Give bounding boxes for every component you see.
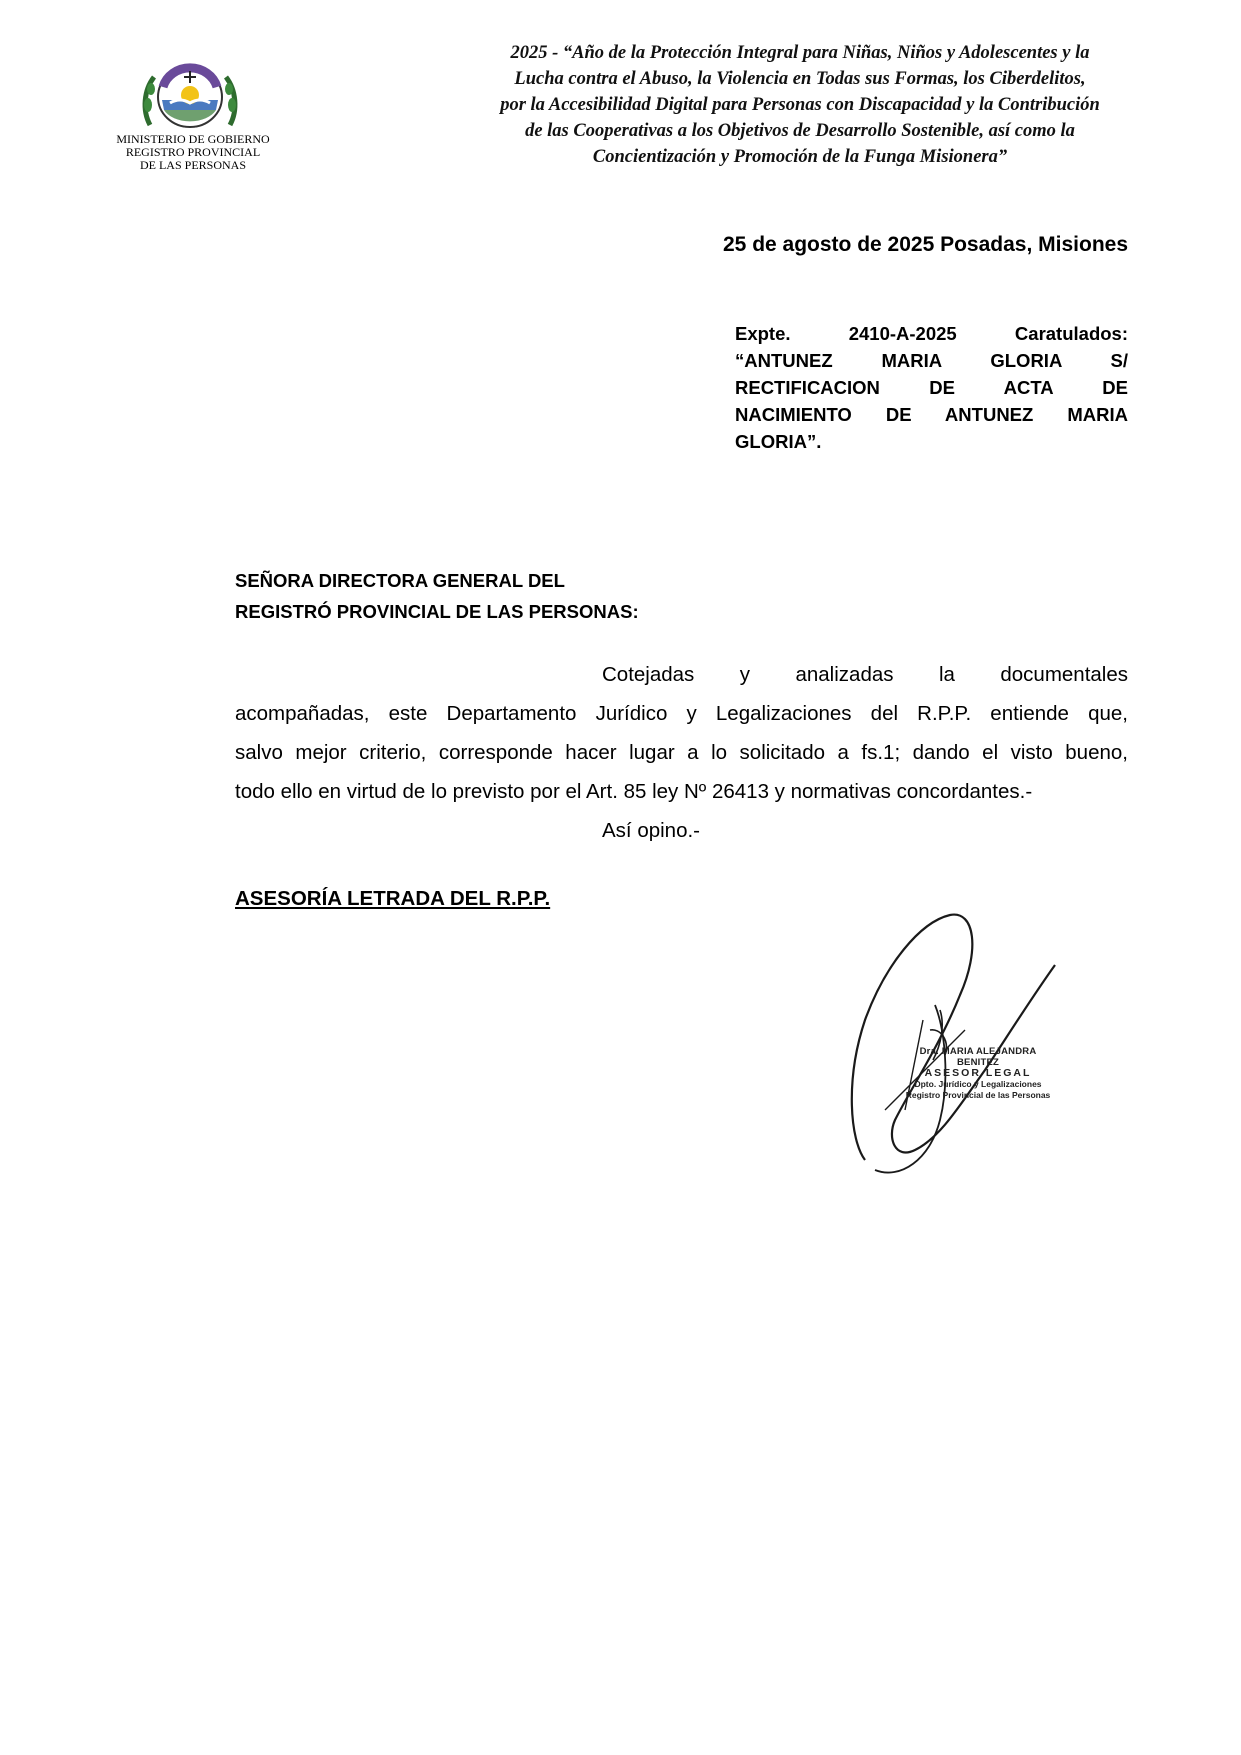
addressee-line: REGISTRÓ PROVINCIAL DE LAS PERSONAS:: [235, 601, 639, 622]
ministry-block: [108, 133, 278, 172]
body-line: acompañadas, este Departamento Jurídico y Legalizaciones del R.P.P. entiende que,: [235, 702, 1128, 725]
expediente-reference: [735, 320, 1128, 455]
closing-text: Así opino.-: [602, 819, 700, 842]
expediente-line: “ANTUNEZ MARIA GLORIA S/: [735, 350, 1128, 371]
expediente-line: Expte. 2410-A-2025 Caratulados:: [735, 323, 1128, 344]
ministry-line: REGISTRO PROVINCIAL: [125, 145, 261, 159]
asesoria-heading: ASESORÍA LETRADA DEL R.P.P.: [235, 887, 551, 910]
date-line: 25 de agosto de 2025 Posadas, Misiones: [723, 233, 1128, 256]
ministry-line: MINISTERIO DE GOBIERNO: [116, 132, 270, 146]
body-line: Cotejadas y analizadas la documentales: [602, 663, 1128, 686]
body-line: salvo mejor criterio, corresponde hacer lugar a lo solicitado a fs.1; dando el visto bueno,: [235, 741, 1128, 764]
motto-line: por la Accesibilidad Digital para Personas con Discapacidad y la Contribución: [500, 95, 1100, 115]
expediente-line: RECTIFICACION DE ACTA DE: [735, 377, 1128, 398]
stamp-dept: Dpto. Jurídico y Legalizaciones: [914, 1079, 1042, 1089]
ministry-line: DE LAS PERSONAS: [139, 158, 247, 172]
motto-line: 2025 - “Año de la Protección Integral para Niñas, Niños y Adolescentes y la: [510, 43, 1090, 63]
year-motto: [440, 40, 1160, 170]
stamp-org: Registro Provincial de las Personas: [905, 1090, 1051, 1100]
body-line: todo ello en virtud de lo previsto por el Art. 85 ley Nº 26413 y normativas concordantes.-: [235, 780, 1033, 803]
coat-of-arms-logo: [140, 55, 240, 130]
legal-advisor-stamp: [903, 1046, 1053, 1101]
addressee-line: SEÑORA DIRECTORA GENERAL DEL: [235, 570, 565, 591]
motto-line: de las Cooperativas a los Objetivos de Desarrollo Sostenible, así como la: [525, 121, 1075, 141]
expediente-line: GLORIA”.: [735, 431, 822, 452]
motto-line: Concientización y Promoción de la Funga Misionera”: [592, 147, 1008, 167]
stamp-name: Dra. MARIA ALEJANDRA BENITEZ: [919, 1046, 1037, 1068]
body-paragraph: [235, 655, 1128, 850]
motto-line: Lucha contra el Abuso, la Violencia en Todas sus Formas, los Ciberdelitos,: [514, 69, 1086, 89]
addressee: [235, 565, 639, 627]
expediente-line: NACIMIENTO DE ANTUNEZ MARIA: [735, 404, 1128, 425]
stamp-title: ASESOR LEGAL: [924, 1067, 1032, 1079]
